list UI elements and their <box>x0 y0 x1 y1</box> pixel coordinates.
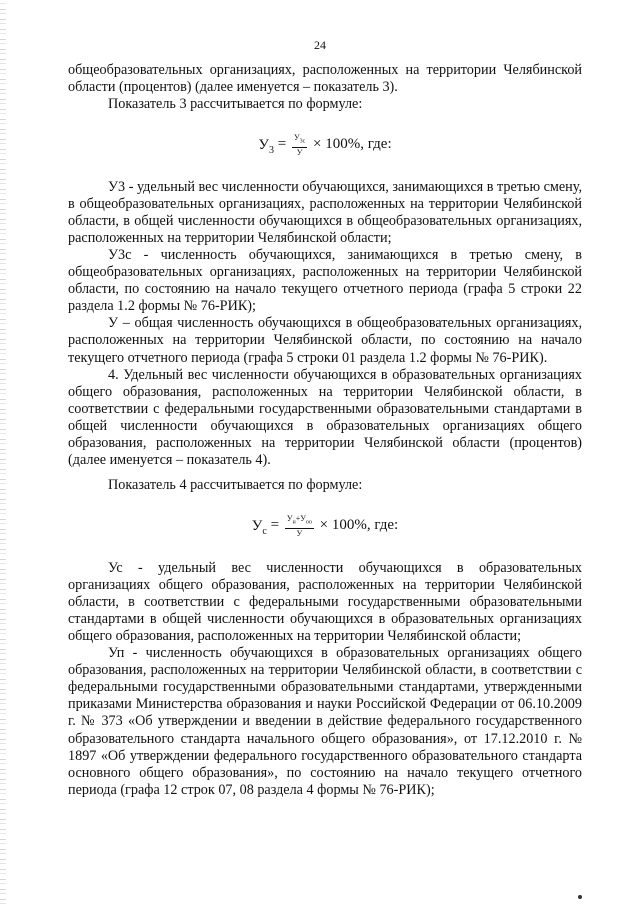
page-number: 24 <box>314 38 326 52</box>
paragraph: У3с - численность обучающихся, занимающихся в третью смену, в общеобразовательных организациях, расположенных на территории Челябинской области, по состоянию на начало текущего отчетного периода (графа 5 строки 22 раздела 1.2 формы № 76-РИК); <box>68 246 582 315</box>
scan-dot <box>578 895 582 899</box>
paragraph: У3 - удельный вес численности обучающихся, занимающихся в третью смену, в общеобразовательных организациях, расположенных на территории Челябинской области, в общей численности обучающихся в общеобразовательных организациях, расположенных на территории Челябинской области; <box>68 178 582 246</box>
paragraph: У – общая численность обучающихся в общеобразовательных организациях, расположенных на территории Челябинской области, по состоянию на начало текущего отчетного периода (графа 5 строки 01 раздела 1.2 формы № 76-РИК). <box>68 315 582 366</box>
scan-edge <box>0 0 6 905</box>
formula-lhs: $У_с$ <box>251 517 267 537</box>
paragraph: Уп - численность обучающихся в образовательных организациях общего образования, расположенных на территории Челябинской области, в соответствии с федеральными государственными образовательными стандартами, утвержденными приказами Министерства образования и науки Российской Федерации от 06.10.2009 г. № 373 «Об утверждении и введении в действие федерального государственного образовательного стандарта начального общего образования», от 17.12.2010 г. № 1897 «Об утверждении федерального государственного образовательного стандарта основного общего образования», по состоянию на начало текущего отчетного периода (графа 12 строк 07, 08 раздела 4 формы № 76-РИК); <box>68 645 582 798</box>
formula-lhs: $У_3$ <box>258 136 274 156</box>
formula-rest: × 100%, где: <box>319 517 399 534</box>
paragraph: Ус - удельный вес численности обучающихся в образовательных организациях общего образования, расположенных на территории Челябинской области, в соответствии с федеральными государственными образовательными стандартами в общей численности обучающихся в образовательных организациях общего образования, расположенных на территории Челябинской области; <box>68 559 582 644</box>
paragraph: Показатель 4 рассчитывается по формуле: <box>108 477 363 494</box>
paragraph: общеобразовательных организациях, расположенных на территории Челябинской области (процентов) (далее именуется – показатель 3). <box>68 62 582 96</box>
formula-indicator-3: $У_3$ = $\frac{У_{3с}}{У}$ × 100%, где: <box>258 133 392 157</box>
paragraph: 4. Удельный вес численности обучающихся в образовательных организациях общего образования, расположенных на территории Челябинской области, в соответствии с федеральными государственными образовательными стандартами в общей численности обучающихся в образовательных организациях общего образования, расположенных на территории Челябинской области (процентов) (далее именуется – показатель 4). <box>68 366 582 469</box>
paragraph: Показатель 3 рассчитывается по формуле: <box>108 96 363 113</box>
document-body <box>68 62 582 799</box>
formula-fraction: $\frac{У_н+У_{оо}}{У}$ <box>286 514 312 538</box>
formula-fraction: $\frac{У_{3с}}{У}$ <box>293 133 306 157</box>
formula-rest: × 100%, где: <box>313 136 392 153</box>
formula-indicator-4: $У_с$ = $\frac{У_н+У_{оо}}{У}$ × 100%, где: <box>251 514 399 538</box>
